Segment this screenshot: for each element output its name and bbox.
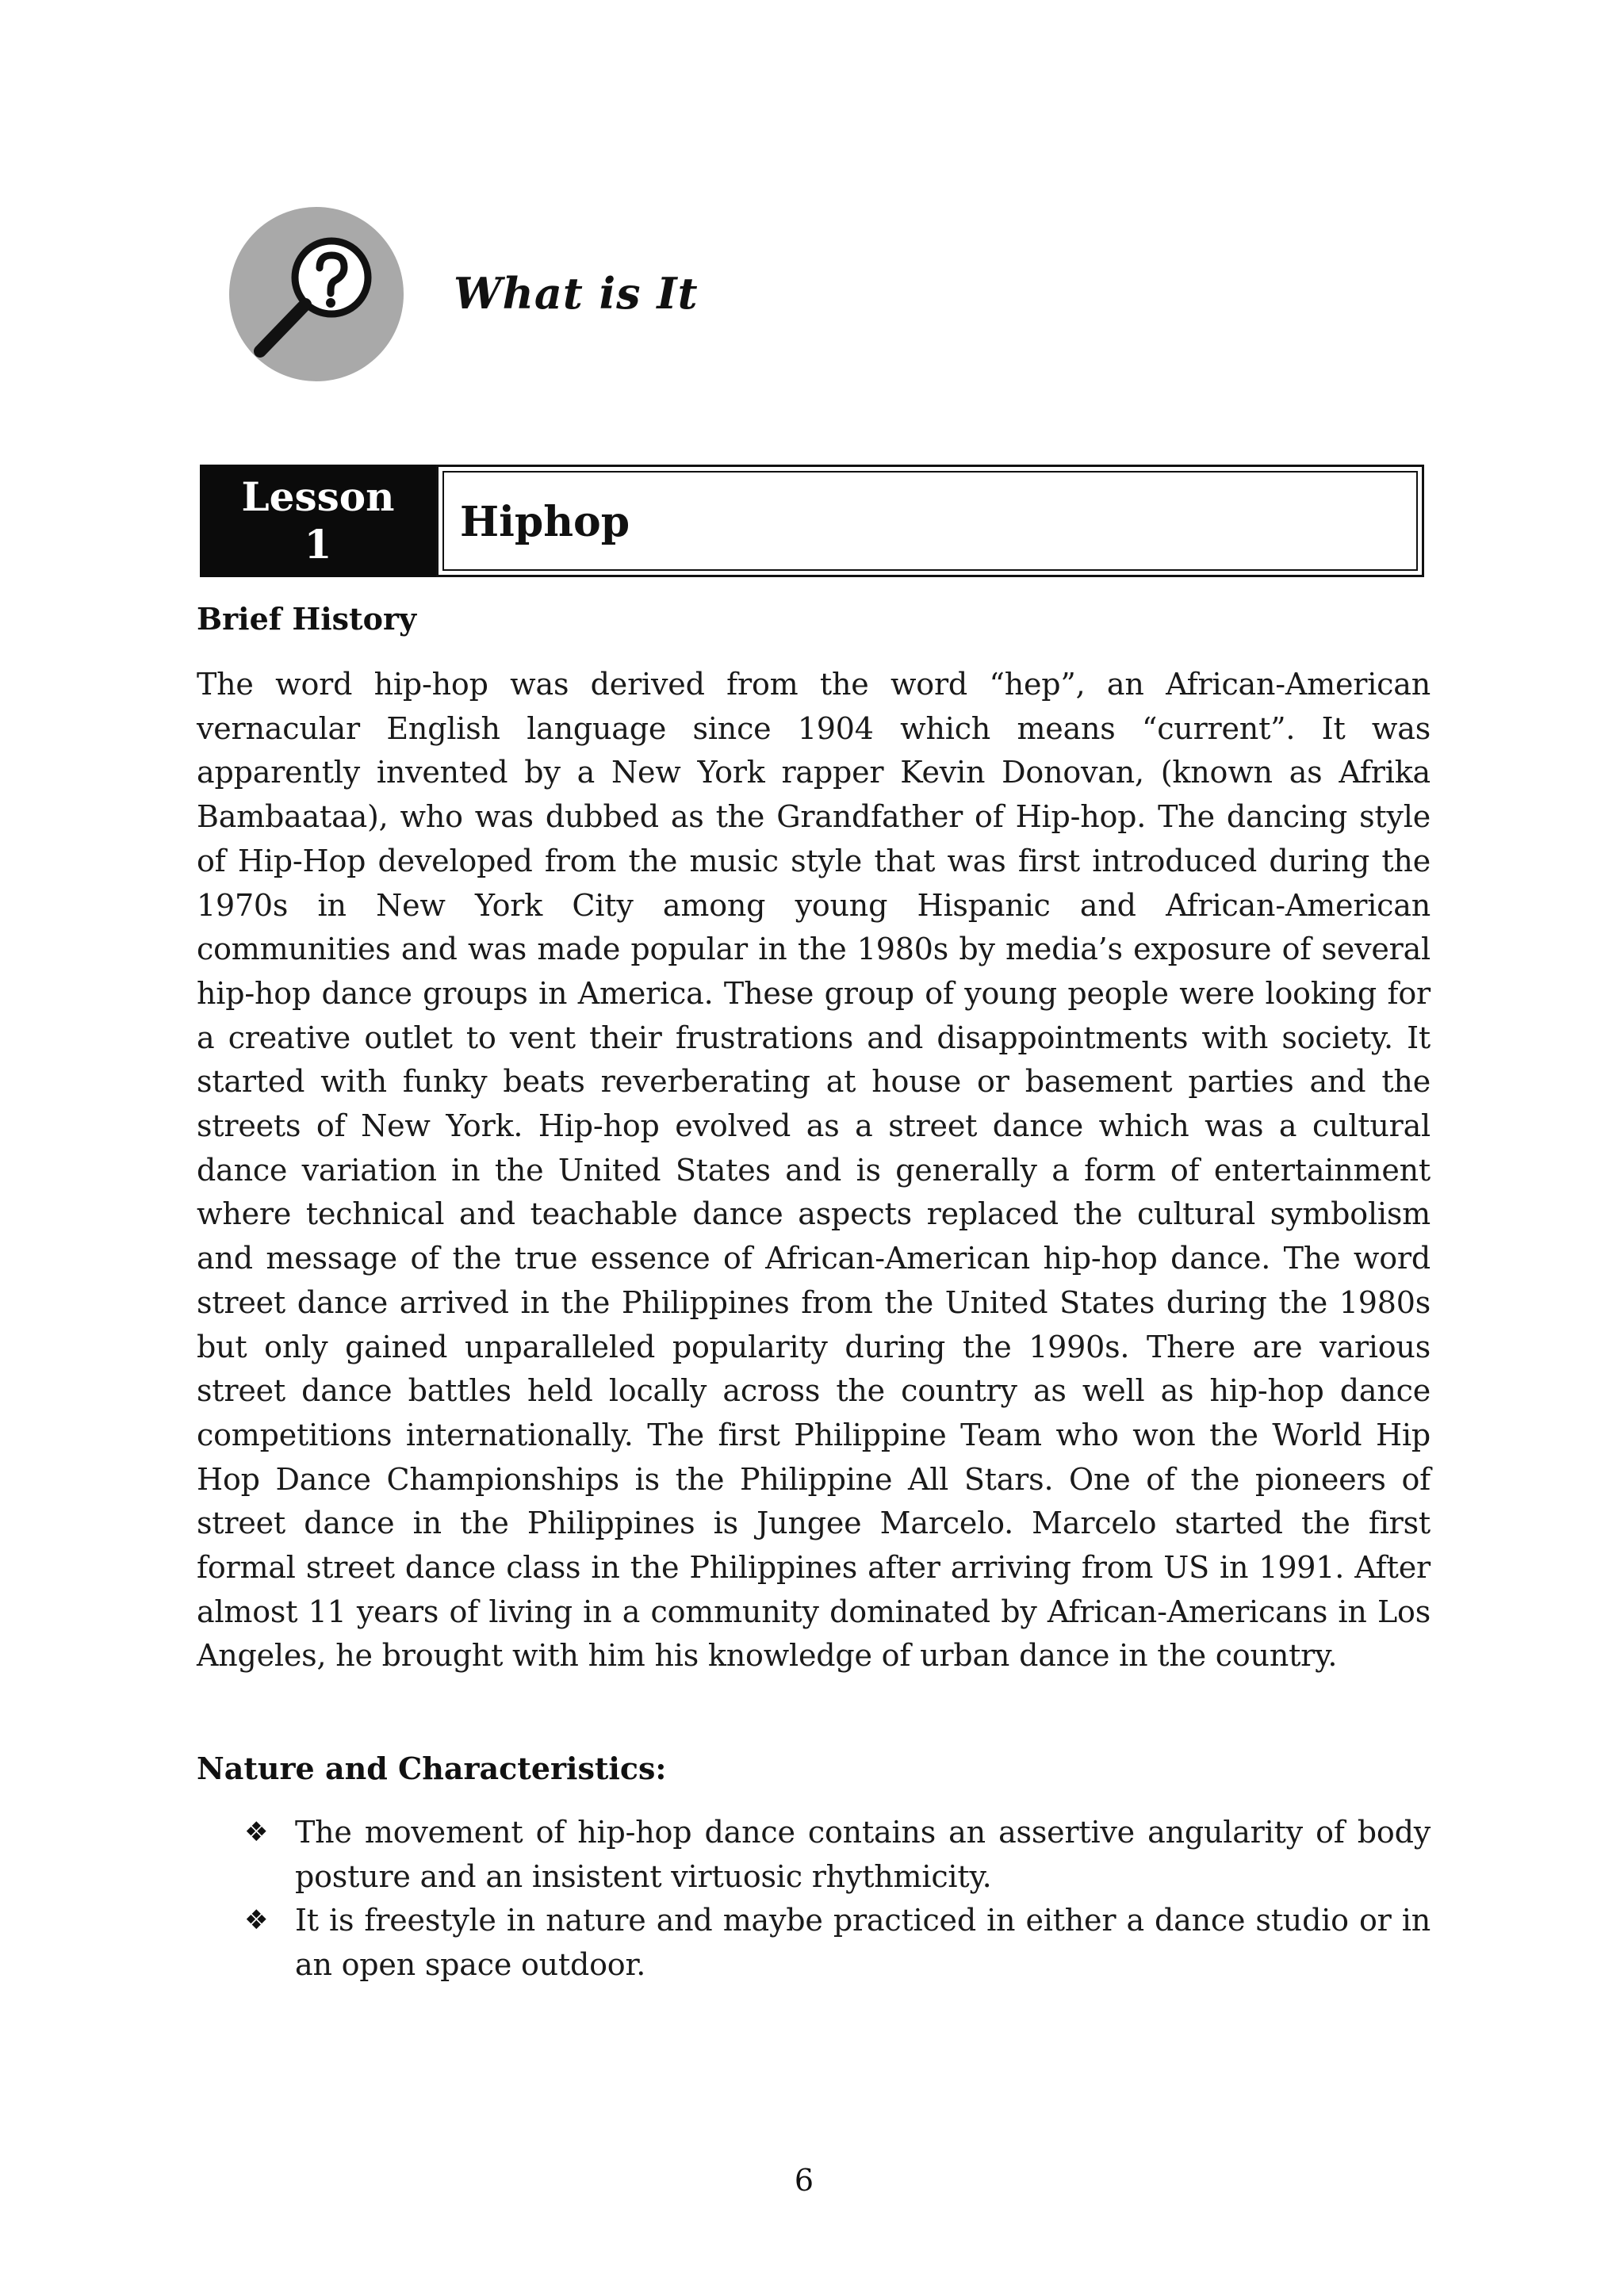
section-title: What is It	[454, 268, 699, 319]
question-magnifier-icon	[227, 205, 406, 384]
lesson-title: Hiphop	[460, 498, 630, 546]
list-item-text: It is freestyle in nature and maybe practiced in either a dance studio or in an open space outdoor.	[295, 1903, 1431, 1983]
diamond-bullet-icon: ❖	[244, 1904, 269, 1937]
characteristics-list	[197, 1811, 1431, 1988]
diamond-bullet-icon: ❖	[244, 1816, 269, 1848]
lesson-label-box	[200, 465, 436, 577]
lesson-number: 1	[304, 521, 332, 568]
list-item	[197, 1811, 1431, 1899]
list-item-text: The movement of hip-hop dance contains an assertive angularity of body posture and an insistent virtuosic rhythmicity.	[295, 1815, 1431, 1894]
list-item	[197, 1899, 1431, 1987]
brief-history-paragraph: The word hip-hop was derived from the word “hep”, an African-American vernacular English language since 1904 which means “current”. It was apparently invented by a New York rapper Kevin Donovan, (known as Afrika Bambaataa), who was dubbed as the Grandfather of Hip-hop. The dancing style of Hip-Hop developed from the music style that was first introduced during the 1970s in New York City among young Hispanic and African-American communities and was made popular in the 1980s by media’s exposure of several hip-hop dance groups in America. These group of young people were looking for a creative outlet to vent their frustrations and disappointments with society. It started with funky beats reverberating at house or basement parties and the streets of New York. Hip-hop evolved as a street dance which was a cultural dance variation in the United States and is generally a form of entertainment where technical and teachable dance aspects replaced the cultural symbolism and message of the true essence of African-American hip-hop dance. The word street dance arrived in the Philippines from the United States during the 1980s but only gained unparalleled popularity during the 1990s. There are various street dance battles held locally across the country as well as hip-hop dance competitions internationally. The first Philippine Team who won the World Hip Hop Dance Championships is the Philippine All Stars. One of the pioneers of street dance in the Philippines is Jungee Marcelo. Marcelo started the first formal street dance class in the Philippines after arriving from US in 1991. After almost 11 years of living in a community dominated by African-Americans in Los Angeles, he brought with him his knowledge of urban dance in the country.	[197, 667, 1431, 1674]
page-number: 6	[794, 2163, 814, 2198]
brief-history-heading: Brief History	[197, 601, 417, 637]
lesson-label: Lesson	[241, 473, 395, 520]
characteristics-heading: Nature and Characteristics:	[197, 1751, 667, 1786]
